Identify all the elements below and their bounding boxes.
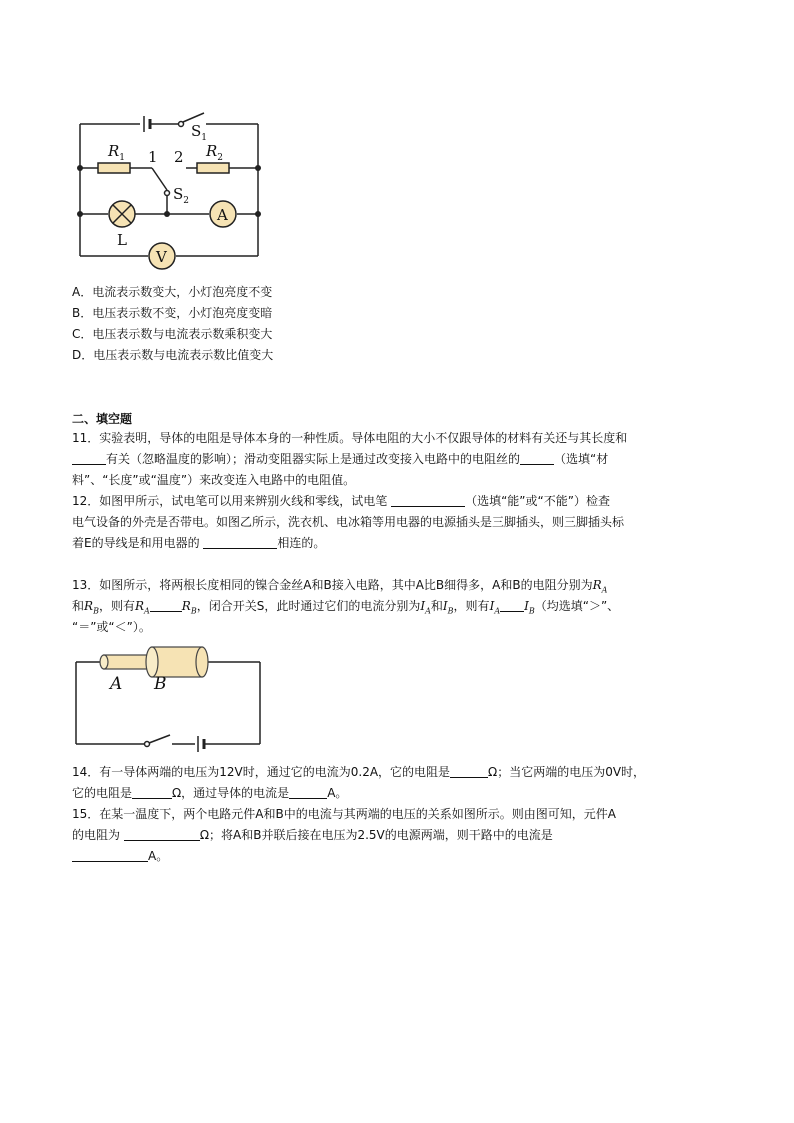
q12-line1: 12．如图甲所示，试电笔可以用来辨别火线和零线，试电笔 （选填“能”或“不能”）检查: [72, 494, 610, 508]
section-title: 二、填空题: [72, 412, 133, 426]
label-s1: S: [191, 122, 202, 140]
q14-line2: 它的电阻是 Ω，通过导体的电流是 A。: [72, 786, 348, 800]
label-b: B: [154, 674, 167, 694]
label-lamp: L: [117, 231, 127, 249]
resistor-r1: [98, 163, 130, 173]
q15-line2: 的电阻为 Ω；将A和B并联后接在电压为2.5V的电源两端，则干路中的电流是: [72, 828, 553, 842]
q13-blank1[interactable]: [150, 599, 182, 612]
q14-line1: 14．有一导体两端的电压为12V时，通过它的电流为0.2A，它的电阻是 Ω；当它两端的电压为0V时，: [72, 765, 646, 779]
q11-blank2[interactable]: [520, 452, 554, 465]
option-a: A．电流表示数变大，小灯泡亮度不变: [72, 285, 273, 299]
q13-blank2[interactable]: [500, 599, 524, 612]
q12-blank1[interactable]: [391, 494, 465, 507]
resistor-r2: [197, 163, 229, 173]
q11-line3: 料”、“长度”或“温度”）来改变连入电路中的电阻值。: [72, 473, 356, 487]
svg-text:S2: $S_2$: [173, 185, 190, 206]
option-b: B．电压表示数不变，小灯泡亮度变暗: [72, 306, 273, 320]
label-r1: R: [108, 142, 120, 160]
switch-s2-contact: [165, 191, 170, 196]
label-s2: S: [173, 185, 184, 203]
q13-line2: 和$R_B$，则有$R_A$ $R_B$，闭合开关S，此时通过它们的电流分别为$I_A$和$I_B$，则有$I_A$ $I_B$（均选填“＞”、: [72, 599, 620, 616]
option-d: D．电压表示数与电流表示数比值变大: [72, 348, 274, 362]
switch-s-blade: [149, 735, 170, 743]
q11-line1: 11．实验表明，导体的电阻是导体本身的一种性质。导体电阻的大小不仅跟导体的材料有关还与其长度和: [72, 431, 628, 445]
q12-line2: 电气设备的外壳是否带电。如图乙所示，洗衣机、电冰箱等用电器的电源插头是三脚插头，则三脚插头标: [72, 515, 625, 529]
label-ammeter: A: [217, 206, 228, 224]
circuit-diagram-2: [68, 640, 268, 752]
label-r2: R: [206, 142, 218, 160]
option-c: C．电压表示数与电流表示数乘积变大: [72, 327, 273, 341]
q15-blank1[interactable]: [124, 828, 200, 841]
switch-s1-contact: [179, 122, 184, 127]
switch-s2-blade: [152, 168, 167, 190]
q11-line2: 有关（忽略温度的影响）；滑动变阻器实际上是通过改变接入电路中的电阻丝的 （选填“材: [72, 451, 608, 467]
switch-s-contact: [145, 742, 150, 747]
svg-text:R1: $R_1$: [108, 142, 126, 163]
svg-text:R2: $R_2$: [206, 142, 224, 163]
q15-line1: 15．在某一温度下，两个电路元件A和B中的电流与其两端的电压的关系如图所示。则由图可知，元件A: [72, 807, 616, 821]
q12-line3: 着E的导线是和用电器的 相连的。: [72, 536, 326, 550]
label-a: A: [110, 674, 123, 694]
q13-line1: 13．如图所示，将两根长度相同的镍合金丝A和B接入电路，其中A比B细得多，A和B的电阻分别为$R_A$: [72, 578, 608, 595]
wire-b: [146, 647, 208, 677]
q15-blank2[interactable]: [72, 849, 148, 862]
q14-blank1[interactable]: [450, 765, 488, 778]
q12-blank2[interactable]: [203, 536, 277, 549]
switch-s1-blade: [183, 113, 204, 122]
q11-blank1[interactable]: [72, 452, 106, 465]
q13-line3: “＝”或“＜”）。: [72, 620, 151, 634]
circuit-diagram-1: [66, 104, 286, 272]
svg-text:S1: $S_1$: [191, 122, 208, 143]
label-voltmeter: V: [156, 248, 167, 266]
q15-line3: A。: [72, 848, 168, 864]
label-pos2: 2: [174, 148, 184, 166]
label-pos1: 1: [148, 148, 158, 166]
q14-blank3[interactable]: [289, 786, 327, 799]
wire-a: [100, 655, 152, 669]
q14-blank2[interactable]: [132, 786, 172, 799]
